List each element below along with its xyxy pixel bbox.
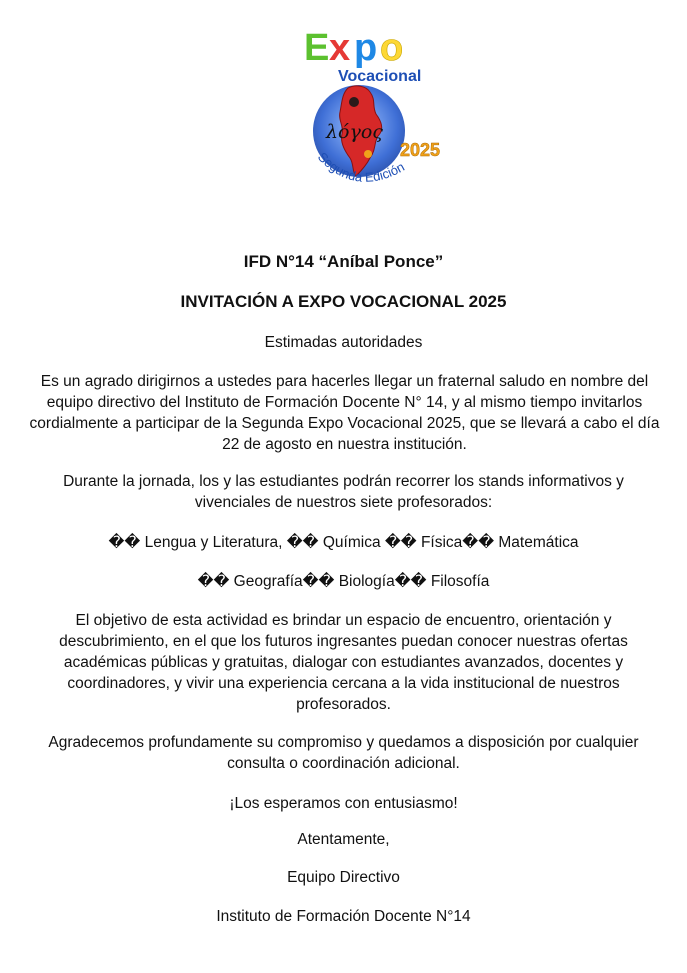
salutation: Estimadas autoridades xyxy=(264,334,423,351)
closing-line: ¡Los esperamos con entusiasmo! xyxy=(229,795,458,812)
logo-expo-letter-e: E xyxy=(304,27,330,69)
logo-expo-letter-x: x xyxy=(329,27,351,69)
careers-list-line-1: �� Lengua y Literatura, �� Química �� Física�� Matemática xyxy=(108,534,579,551)
paragraph-introduction: Es un agrado dirigirnos a ustedes para hacerles llegar un fraternal saludo en nombre del equipo directivo del Instituto de Formación Docente N° 14, y al mismo tiempo invitarlos cordialmente a participar de la Segunda Expo Vocacional 2025, que se llevará a cabo el día 22 de agosto en nuestra institución. xyxy=(29,373,660,453)
paragraph-objective: El objetivo de esta actividad es brindar un espacio de encuentro, orientación y descubrimiento, en el que los futuros ingresantes puedan conocer nuestras ofertas académicas públicas y gratuitas, dialogar con estudiantes avanzados, docentes y coordinadores, y vivir una experiencia cercana a la vida institucional de nuestros profesorados. xyxy=(59,612,628,713)
expo-vocacional-logo xyxy=(296,26,466,206)
logo-year: 2025 xyxy=(400,140,441,160)
logo-graphic xyxy=(296,26,466,206)
logo-expo-letter-o: o xyxy=(380,27,404,69)
logo-greek-word: λόγος xyxy=(326,121,383,143)
school-name-heading: IFD N°14 “Aníbal Ponce” xyxy=(243,252,444,271)
paragraph-event-description: Durante la jornada, los y las estudiantes podrán recorrer los stands informativos y vivenciales de nuestros siete profesorados: xyxy=(63,473,624,511)
logo-edition-text: Segunda Edición xyxy=(314,149,407,185)
sign-off: Atentamente, xyxy=(297,831,390,848)
careers-list-line-2: �� Geografía�� Biología�� Filosofía xyxy=(197,573,490,590)
logo-expo-letter-p: p xyxy=(354,27,378,69)
paragraph-thanks: Agradecemos profundamente su compromiso y quedamos a disposición por cualquier consulta o coordinación adicional. xyxy=(48,734,639,772)
signature-team: Equipo Directivo xyxy=(287,869,400,886)
logo-figure-star xyxy=(364,150,372,158)
logo-figure-eye xyxy=(349,97,359,107)
logo-vocacional-text: Vocacional xyxy=(338,68,422,85)
signature-institute: Instituto de Formación Docente N°14 xyxy=(216,908,471,925)
invitation-title: INVITACIÓN A EXPO VOCACIONAL 2025 xyxy=(180,292,507,311)
